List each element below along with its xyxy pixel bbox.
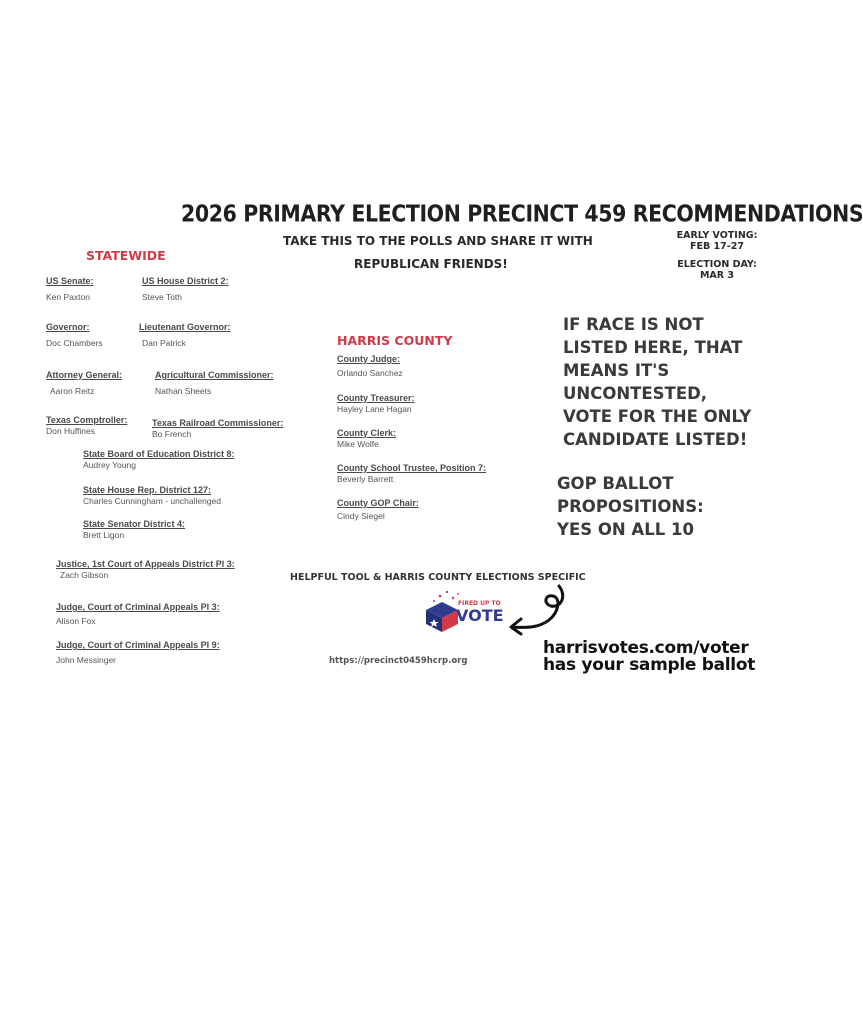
propositions-callout <box>557 472 704 541</box>
callout-line: UNCONTESTED, <box>563 384 708 403</box>
race-office: Governor: <box>46 322 90 332</box>
race-candidate: Doc Chambers <box>46 338 103 348</box>
election-day-date: MAR 3 <box>699 270 735 281</box>
logo-big-text: VOTE <box>456 606 504 625</box>
race-office: State Senator District 4: <box>83 519 186 529</box>
callout-line: IF RACE IS NOT <box>563 315 704 334</box>
race-office: County School Trustee, Position 7: <box>337 463 487 473</box>
tagline-line-2: REPUBLICAN FRIENDS! <box>354 257 508 271</box>
curved-arrow-icon <box>505 582 575 638</box>
race-us-house-2 <box>142 276 229 303</box>
race-office: State Board of Education District 8: <box>83 449 235 459</box>
race-agricultural-commissioner <box>155 370 274 397</box>
early-voting-box <box>672 230 762 252</box>
race-candidate: Nathan Sheets <box>155 386 212 396</box>
early-voting-label: EARLY VOTING: <box>676 230 758 241</box>
election-day-label: ELECTION DAY: <box>677 259 757 270</box>
propositions-line: PROPOSITIONS: <box>557 497 704 516</box>
race-candidate: Bo French <box>152 429 192 439</box>
propositions-line: GOP BALLOT <box>557 474 674 493</box>
race-attorney-general <box>46 370 122 397</box>
race-candidate: John Messinger <box>56 655 117 665</box>
election-day-box <box>672 259 762 281</box>
race-office: Attorney General: <box>46 370 123 380</box>
race-candidate: Brett Ligon <box>83 530 125 540</box>
race-candidate: Beverly Barrett <box>337 474 394 484</box>
race-office: Justice, 1st Court of Appeals District Pl 3: <box>56 559 235 569</box>
race-candidate: Hayley Lane Hagan <box>337 404 412 414</box>
tagline-line-1: TAKE THIS TO THE POLLS AND SHARE IT WITH <box>283 234 593 248</box>
race-us-senate <box>46 276 94 303</box>
race-office: County Judge: <box>337 354 400 364</box>
race-office: Texas Railroad Commissioner: <box>152 418 284 428</box>
race-candidate: Orlando Sanchez <box>337 368 403 378</box>
race-county-judge <box>337 354 403 379</box>
race-office: County Treasurer: <box>337 393 415 403</box>
page-title: 2026 PRIMARY ELECTION PRECINCT 459 RECOMMENDATIONS <box>181 200 863 227</box>
race-candidate: Steve Toth <box>142 292 183 302</box>
logo-small-text: FIRED UP TO <box>458 600 501 607</box>
race-candidate: Aaron Reitz <box>50 386 95 396</box>
race-criminal-appeals-pl9 <box>56 640 220 666</box>
race-candidate: Ken Paxton <box>46 292 90 302</box>
sample-ballot-note <box>543 640 755 674</box>
race-texas-comptroller <box>46 415 127 437</box>
race-office: Judge, Court of Criminal Appeals Pl 9: <box>56 640 220 650</box>
race-office: Judge, Court of Criminal Appeals Pl 3: <box>56 602 220 612</box>
helpful-tool-heading: HELPFUL TOOL & HARRIS COUNTY ELECTIONS SPECIFIC <box>290 572 586 583</box>
race-county-school-trustee-7 <box>337 463 486 485</box>
race-office: Lieutenant Governor: <box>139 322 231 332</box>
race-state-senator-4 <box>83 519 185 541</box>
race-railroad-commissioner <box>152 418 283 440</box>
callout-line: LISTED HERE, THAT <box>563 338 743 357</box>
race-county-gop-chair <box>337 498 419 522</box>
race-office: County Clerk: <box>337 428 397 438</box>
race-candidate: Charles Cunningham - unchallenged <box>83 496 221 506</box>
callout-line: CANDIDATE LISTED! <box>563 430 748 449</box>
race-county-treasurer <box>337 393 415 415</box>
sample-ballot-text: has your sample ballot <box>543 655 756 675</box>
race-lieutenant-governor <box>139 322 231 349</box>
race-candidate: Zach Gibson <box>60 570 109 580</box>
race-candidate: Alison Fox <box>56 616 96 626</box>
race-office: State House Rep. District 127: <box>83 485 212 495</box>
race-candidate: Dan Patrick <box>142 338 186 348</box>
race-state-board-education-8 <box>83 449 235 471</box>
early-voting-dates: FEB 17-27 <box>690 241 744 252</box>
race-governor <box>46 322 103 349</box>
race-criminal-appeals-pl3 <box>56 602 220 627</box>
callout-line: VOTE FOR THE ONLY <box>563 407 752 426</box>
statewide-heading: STATEWIDE <box>86 248 166 263</box>
fired-up-to-vote-logo <box>422 588 512 634</box>
race-office: US Senate: <box>46 276 94 286</box>
precinct-website-link[interactable]: https://precinct0459hcrp.org <box>329 656 468 666</box>
race-justice-1st-court-appeals <box>56 559 235 581</box>
race-candidate: Cindy Siegel <box>337 511 385 521</box>
race-candidate: Audrey Young <box>83 460 136 470</box>
race-candidate: Don Huffines <box>46 426 95 436</box>
callout-line: MEANS IT'S <box>563 361 670 380</box>
race-county-clerk <box>337 428 396 450</box>
race-office: County GOP Chair: <box>337 498 419 508</box>
race-office: Agricultural Commissioner: <box>155 370 274 380</box>
sample-ballot-url[interactable]: harrisvotes.com/voter <box>543 638 749 658</box>
race-state-house-127 <box>83 485 221 507</box>
race-office: US House District 2: <box>142 276 229 286</box>
harris-county-heading: HARRIS COUNTY <box>337 333 453 348</box>
race-candidate: Mike Wolfe <box>337 439 379 449</box>
uncontested-callout <box>563 313 751 451</box>
race-office: Texas Comptroller: <box>46 415 128 425</box>
propositions-line: YES ON ALL 10 <box>557 520 694 539</box>
